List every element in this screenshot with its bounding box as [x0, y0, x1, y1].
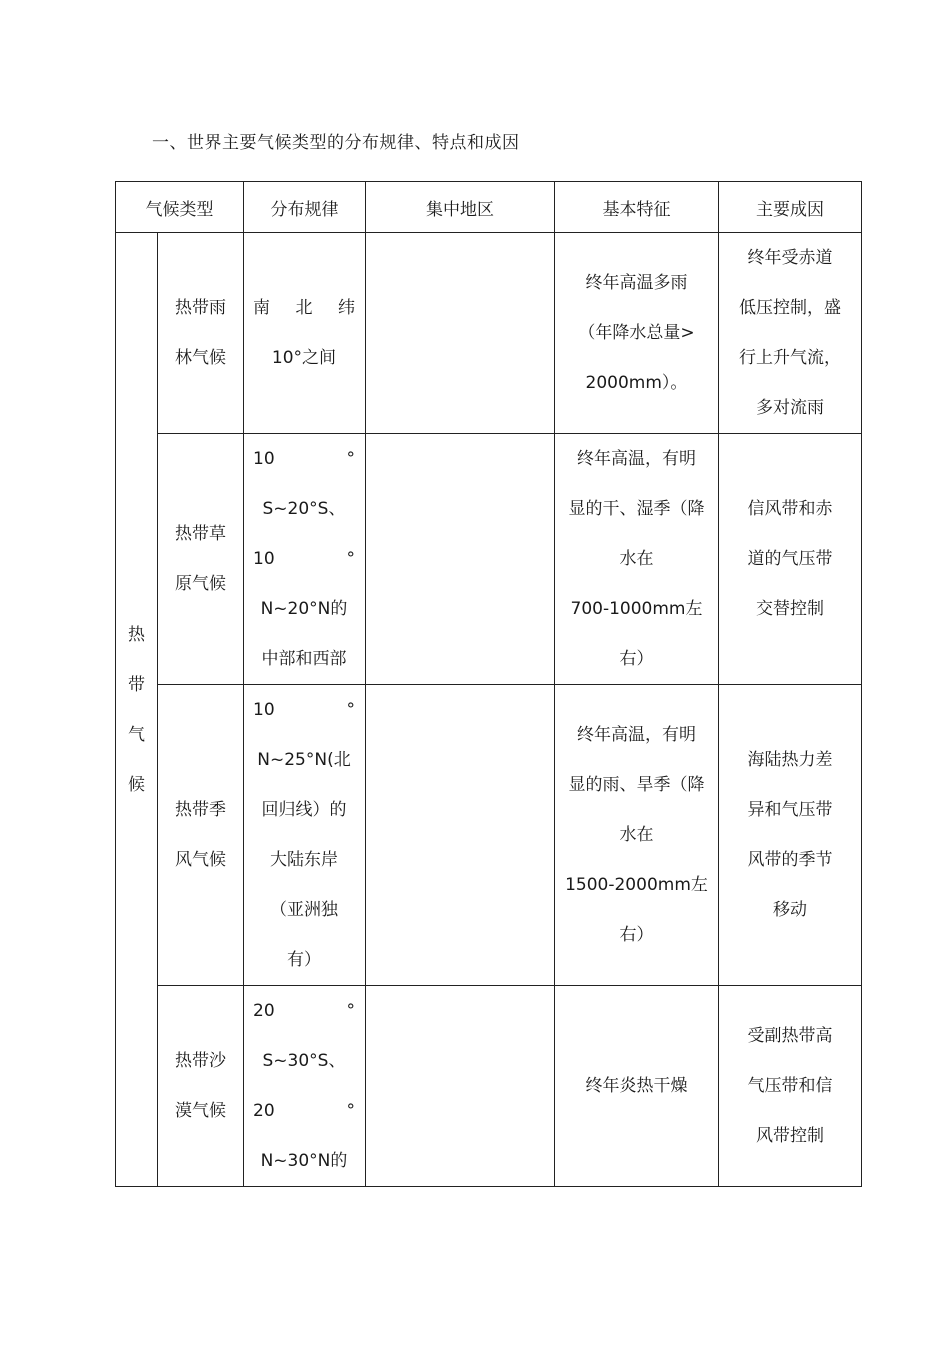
region-cell [366, 434, 555, 685]
header-distribution: 分布规律 [244, 182, 366, 233]
table-row [116, 986, 862, 1187]
cause-cell: 海陆热力差 异和气压带 风带的季节 移动 [719, 685, 862, 986]
header-feature: 基本特征 [555, 182, 719, 233]
zone-label-tropical: 热 带 气 候 [116, 233, 158, 1187]
table-row [116, 434, 862, 685]
climate-name-cell: 热带季 风气候 [158, 685, 244, 986]
distribution-cell: 南 北 纬 10°之间 [244, 233, 366, 434]
feature-cell: 终年炎热干燥 [555, 986, 719, 1187]
feature-cell: 终年高温，有明 显的雨、旱季（降 水在 1500-2000mm左 右） [555, 685, 719, 986]
climate-name-cell: 热带沙 漠气候 [158, 986, 244, 1187]
region-cell [366, 986, 555, 1187]
climate-name-cell: 热带雨 林气候 [158, 233, 244, 434]
feature-cell: 终年高温多雨 （年降水总量> 2000mm）。 [555, 233, 719, 434]
region-cell [366, 685, 555, 986]
table-header-row [116, 182, 862, 233]
distribution-cell: 10 ° N~25°N(北 回归线）的 大陆东岸 （亚洲独 有） [244, 685, 366, 986]
document-title: 一、世界主要气候类型的分布规律、特点和成因 [152, 133, 520, 153]
cause-cell: 信风带和赤 道的气压带 交替控制 [719, 434, 862, 685]
header-climate-type: 气候类型 [116, 182, 244, 233]
cause-cell: 受副热带高 气压带和信 风带控制 [719, 986, 862, 1187]
region-cell [366, 233, 555, 434]
climate-table [115, 181, 862, 1187]
header-cause: 主要成因 [719, 182, 862, 233]
cause-cell: 终年受赤道 低压控制，盛 行上升气流， 多对流雨 [719, 233, 862, 434]
feature-cell: 终年高温，有明 显的干、湿季（降 水在 700-1000mm左 右） [555, 434, 719, 685]
header-region: 集中地区 [366, 182, 555, 233]
distribution-cell: 20 ° S~30°S、 20 ° N~30°N的 [244, 986, 366, 1187]
distribution-cell: 10 ° S~20°S、 10 ° N~20°N的 中部和西部 [244, 434, 366, 685]
table-row [116, 685, 862, 986]
table-row [116, 233, 862, 434]
climate-name-cell: 热带草 原气候 [158, 434, 244, 685]
